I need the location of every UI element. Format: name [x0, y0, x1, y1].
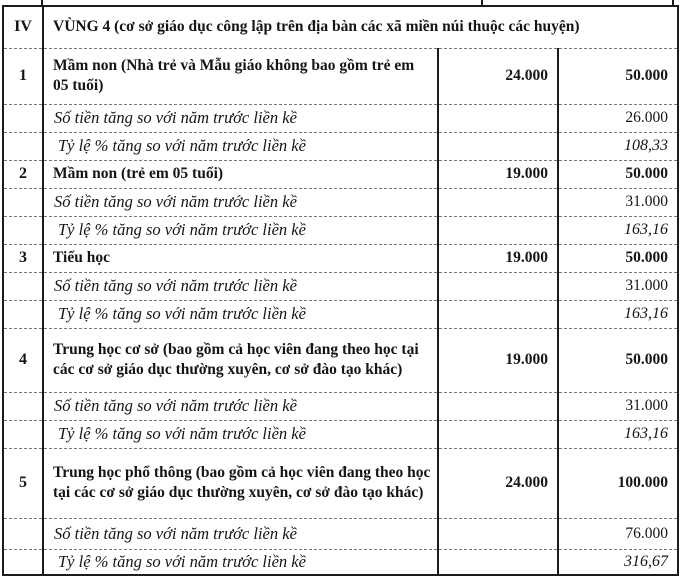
item-number: 2	[3, 160, 43, 188]
increase-amount-col4: 31.000	[558, 392, 678, 420]
increase-percent-row	[3, 300, 678, 328]
section-title: VÙNG 4 (cơ sở giáo dục công lập trên địa bàn các xã miền núi thuộc các huyện)	[43, 6, 678, 48]
increase-percent-label: Tỷ lệ % tăng so với năm trước liền kề	[43, 420, 438, 448]
section-row	[3, 6, 678, 48]
increase-percent-label: Tỷ lệ % tăng so với năm trước liền kề	[43, 216, 438, 244]
item-number	[3, 272, 43, 300]
item-label: Mầm non (trẻ em 05 tuổi)	[43, 160, 438, 188]
increase-amount-row	[3, 392, 678, 420]
item-label: Tiểu học	[43, 244, 438, 272]
increase-percent-label: Tỷ lệ % tăng so với năm trước liền kề	[43, 300, 438, 328]
increase-amount-col4: 31.000	[558, 272, 678, 300]
item-row	[3, 328, 678, 392]
item-number: 5	[3, 448, 43, 518]
item-number	[3, 300, 43, 328]
item-row	[3, 48, 678, 104]
increase-percent-row	[3, 216, 678, 244]
item-row	[3, 448, 678, 518]
increase-amount-col3	[438, 518, 558, 549]
increase-percent-label: Tỷ lệ % tăng so với năm trước liền kề	[43, 132, 438, 160]
increase-amount-label: Số tiền tăng so với năm trước liền kề	[43, 104, 438, 132]
increase-percent-col3	[438, 216, 558, 244]
item-value-col4: 50.000	[558, 48, 678, 104]
section-number: IV	[3, 6, 43, 48]
increase-percent-col3	[438, 132, 558, 160]
increase-amount-col4: 76.000	[558, 518, 678, 549]
increase-amount-label: Số tiền tăng so với năm trước liền kề	[43, 518, 438, 549]
item-number: 1	[3, 48, 43, 104]
item-number	[3, 549, 43, 575]
increase-percent-row	[3, 549, 678, 575]
increase-amount-row	[3, 272, 678, 300]
increase-percent-col3	[438, 300, 558, 328]
item-value-col4: 50.000	[558, 328, 678, 392]
increase-percent-col4: 163,16	[558, 420, 678, 448]
item-number: 4	[3, 328, 43, 392]
increase-amount-col3	[438, 272, 558, 300]
increase-percent-col4: 316,67	[558, 549, 678, 575]
item-value-col3: 19.000	[438, 160, 558, 188]
increase-amount-col4: 31.000	[558, 188, 678, 216]
item-number	[3, 188, 43, 216]
increase-amount-col3	[438, 392, 558, 420]
item-label: Trung học phổ thông (bao gồm cả học viên đang theo học tại các cơ sở giáo dục thường xuyên, cơ sở đào tạo khác)	[43, 448, 438, 518]
item-value-col4: 100.000	[558, 448, 678, 518]
item-value-col4: 50.000	[558, 160, 678, 188]
item-number	[3, 132, 43, 160]
item-value-col3: 24.000	[438, 448, 558, 518]
item-number	[3, 104, 43, 132]
increase-amount-label: Số tiền tăng so với năm trước liền kề	[43, 188, 438, 216]
increase-amount-col3	[438, 104, 558, 132]
item-row	[3, 244, 678, 272]
increase-amount-label: Số tiền tăng so với năm trước liền kề	[43, 272, 438, 300]
item-number: 3	[3, 244, 43, 272]
item-value-col4: 50.000	[558, 244, 678, 272]
increase-amount-row	[3, 518, 678, 549]
item-number	[3, 518, 43, 549]
increase-percent-row	[3, 132, 678, 160]
item-number	[3, 216, 43, 244]
increase-percent-col4: 163,16	[558, 300, 678, 328]
increase-percent-col4: 163,16	[558, 216, 678, 244]
increase-amount-row	[3, 188, 678, 216]
item-value-col3: 24.000	[438, 48, 558, 104]
tuition-fee-table	[2, 5, 679, 576]
increase-amount-col4: 26.000	[558, 104, 678, 132]
item-value-col3: 19.000	[438, 328, 558, 392]
increase-amount-col3	[438, 188, 558, 216]
increase-percent-col3	[438, 549, 558, 575]
item-label: Trung học cơ sở (bao gồm cả học viên đang theo học tại các cơ sở giáo dục thường xuyên, cơ sở đào tạo khác)	[43, 328, 438, 392]
item-number	[3, 392, 43, 420]
increase-percent-col3	[438, 420, 558, 448]
item-number	[3, 420, 43, 448]
increase-amount-label: Số tiền tăng so với năm trước liền kề	[43, 392, 438, 420]
increase-amount-row	[3, 104, 678, 132]
item-label: Mầm non (Nhà trẻ và Mẫu giáo không bao gồm trẻ em 05 tuổi)	[43, 48, 438, 104]
item-row	[3, 160, 678, 188]
item-value-col3: 19.000	[438, 244, 558, 272]
increase-percent-col4: 108,33	[558, 132, 678, 160]
increase-percent-label: Tỷ lệ % tăng so với năm trước liền kề	[43, 549, 438, 575]
increase-percent-row	[3, 420, 678, 448]
